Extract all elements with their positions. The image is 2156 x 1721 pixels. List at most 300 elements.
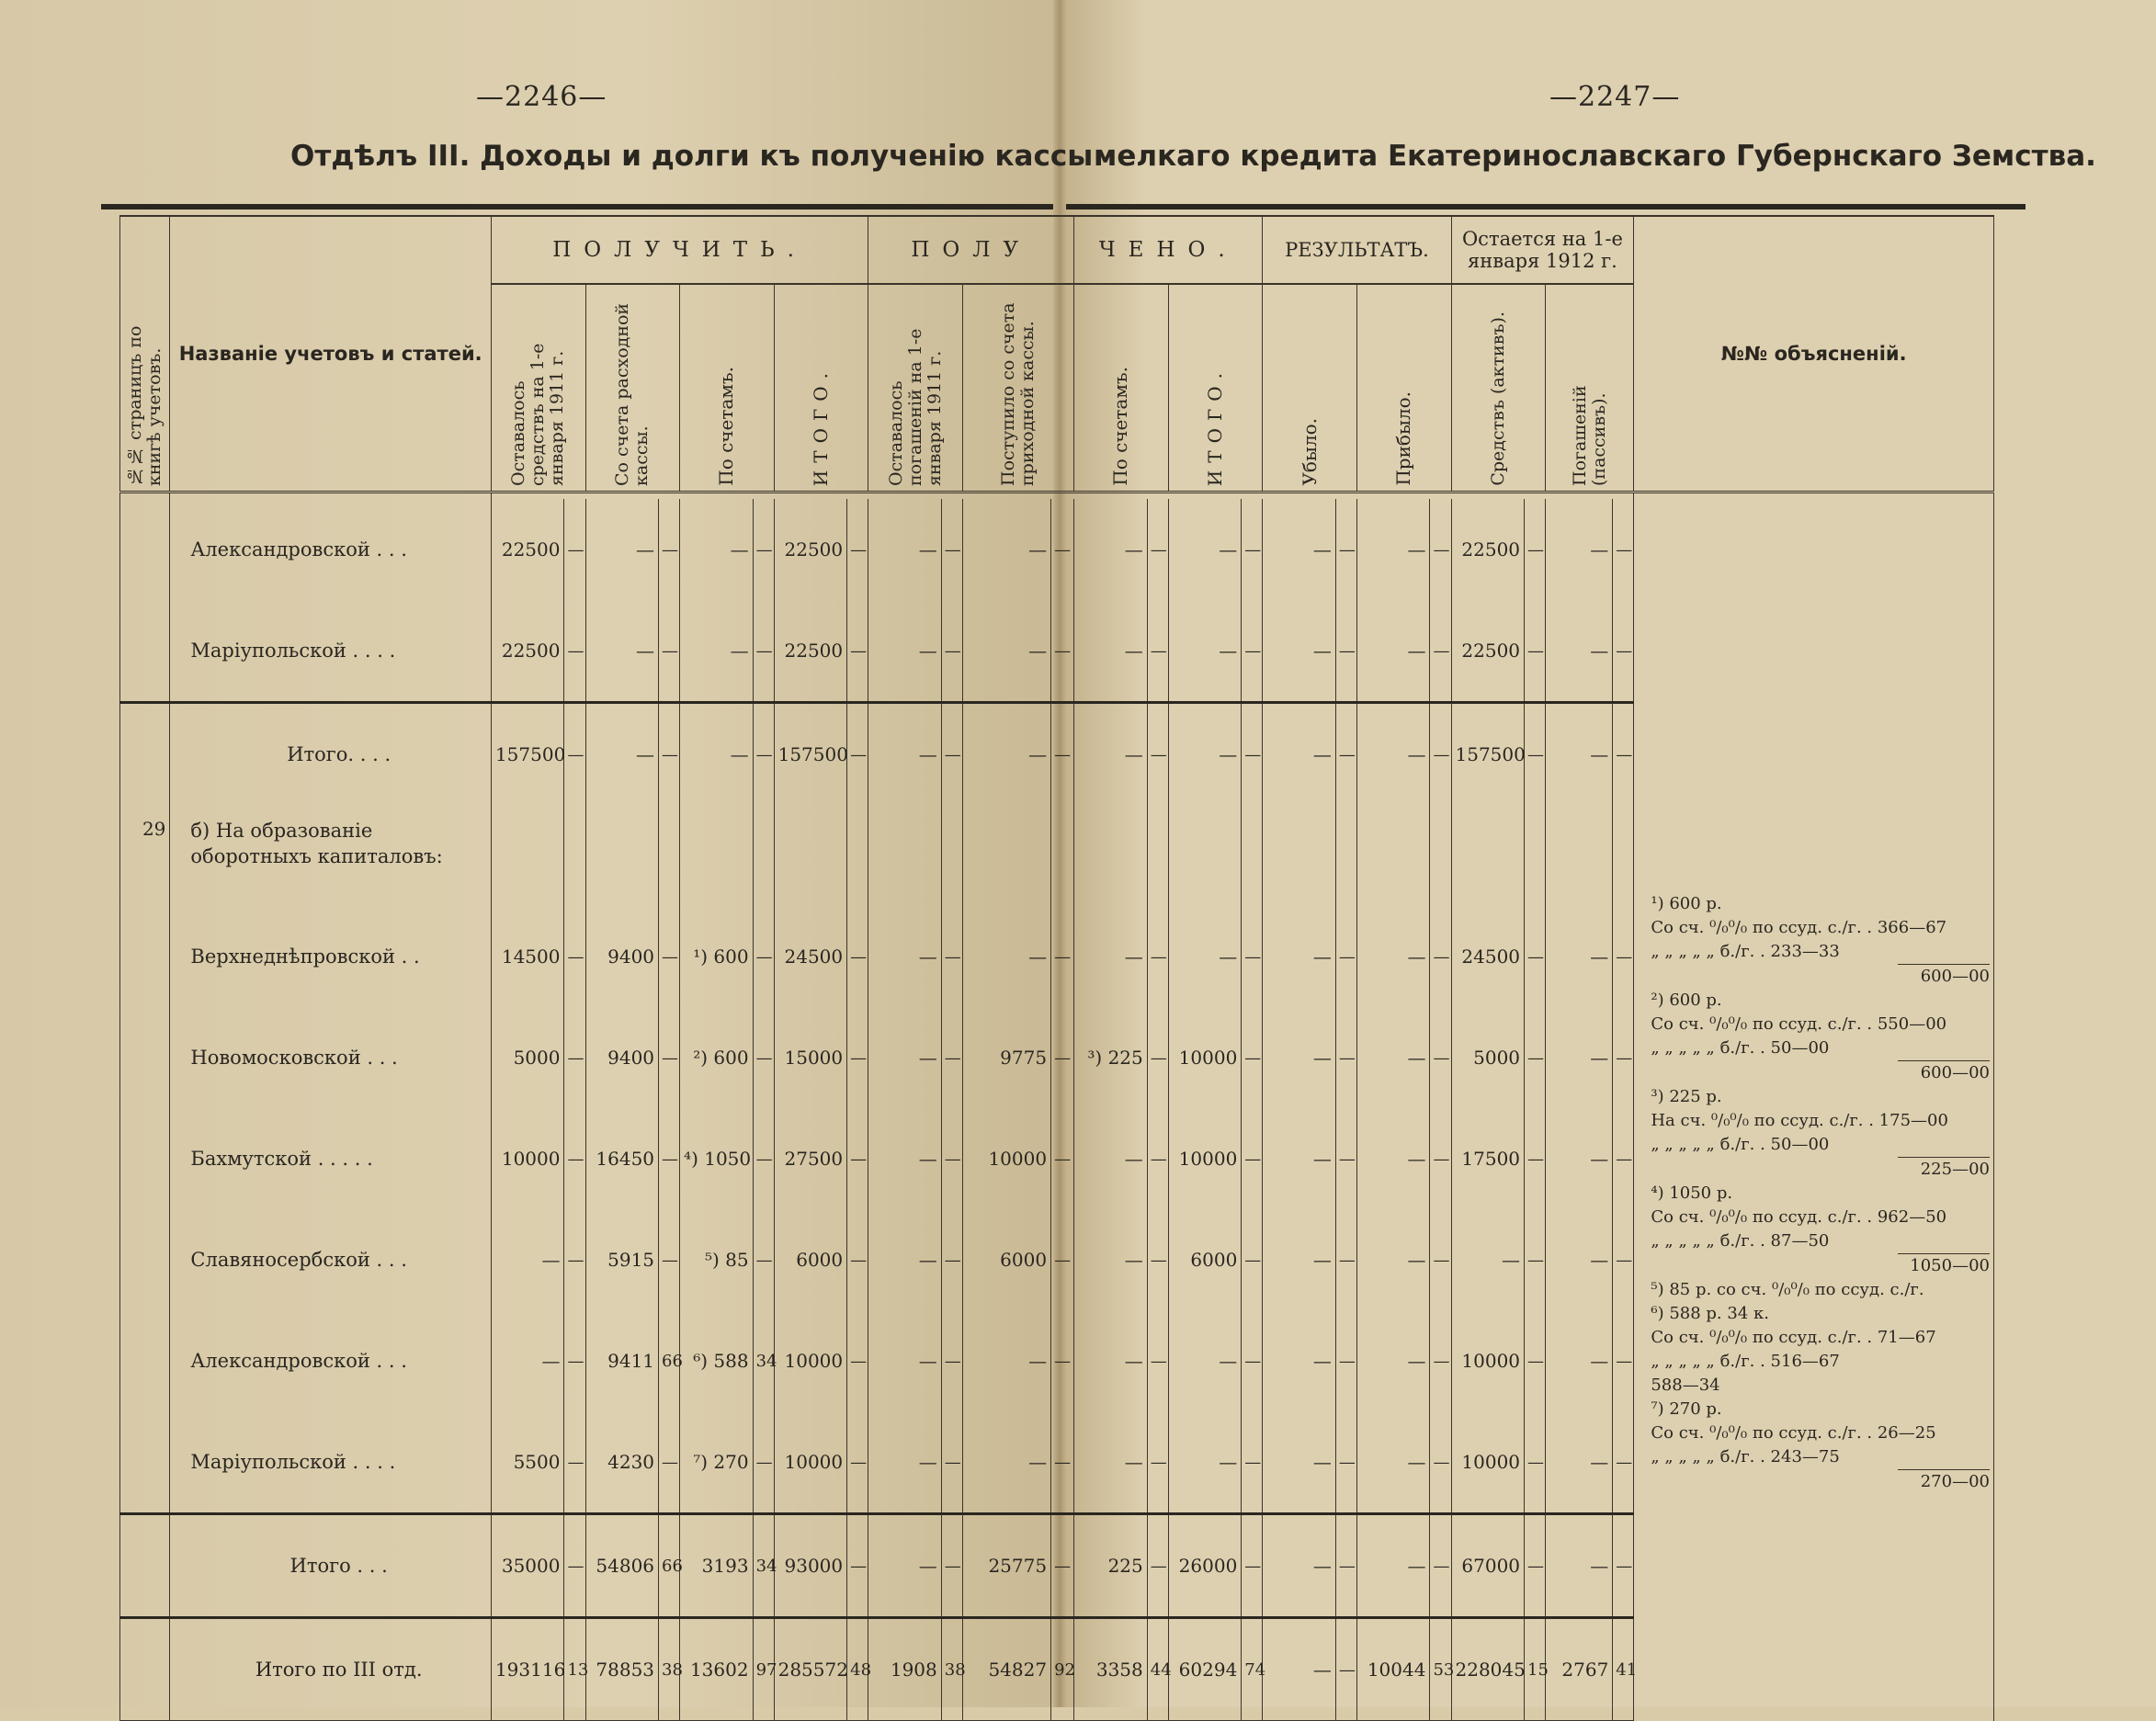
amount-rub-cell: 10000 xyxy=(774,1310,847,1411)
amount-rub-cell: ⁶) 588 xyxy=(680,1310,754,1411)
amount-rub-cell: 16450 xyxy=(585,1108,659,1209)
amount-rub-cell xyxy=(1168,805,1242,906)
col-c7-header: По счетамъ. xyxy=(1074,284,1169,493)
amount-rub-cell: 22500 xyxy=(774,600,847,703)
amount-rub-cell: — xyxy=(1263,1007,1336,1108)
amount-kop-cell: — xyxy=(1613,1411,1634,1514)
amount-rub-cell: 4230 xyxy=(585,1411,659,1514)
amount-rub-cell: 225 xyxy=(1074,1514,1148,1618)
row-name-cell: Бахмутской . . . . . xyxy=(170,1108,492,1209)
amount-kop-cell: — xyxy=(1051,703,1074,806)
amount-rub-cell: — xyxy=(1356,906,1430,1007)
explanation-line: „ „ „ „ „ б./г. . 243—75 xyxy=(1651,1447,1840,1466)
amount-kop-cell: — xyxy=(941,1108,962,1209)
group-received-header-b: ЧЕНО. xyxy=(1074,216,1263,284)
book-page-cell xyxy=(120,499,170,600)
amount-kop-cell: 97 xyxy=(753,1618,774,1721)
explanation-line: 588—34 xyxy=(1651,1376,1720,1395)
amount-rub-cell: 157500 xyxy=(1451,703,1525,806)
amount-kop-cell: — xyxy=(1430,1514,1451,1618)
amount-rub-cell: ¹) 600 xyxy=(680,906,754,1007)
col-name-header: Названіе учетовъ и статей. xyxy=(170,216,492,493)
amount-kop-cell: — xyxy=(564,1514,585,1618)
amount-kop-cell: — xyxy=(847,600,868,703)
amount-rub-cell: — xyxy=(1168,703,1242,806)
row-name-cell: Александровской . . . xyxy=(170,1310,492,1411)
amount-rub-cell: — xyxy=(1356,1310,1430,1411)
ledger-table xyxy=(119,215,1994,1721)
amount-rub-cell: — xyxy=(1263,1108,1336,1209)
amount-rub-cell: — xyxy=(1356,703,1430,806)
amount-rub-cell: — xyxy=(962,906,1050,1007)
amount-kop-cell: — xyxy=(1147,1310,1168,1411)
amount-kop-cell: — xyxy=(1335,703,1356,806)
amount-kop-cell: — xyxy=(1613,1007,1634,1108)
group-receive-header: ПОЛУЧИТЬ. xyxy=(491,216,868,284)
explanation-line: ⁷) 270 р. xyxy=(1651,1399,1722,1419)
amount-rub-cell xyxy=(774,805,847,906)
amount-rub-cell: ²) 600 xyxy=(680,1007,754,1108)
amount-kop-cell: — xyxy=(1613,1514,1634,1618)
row-name-cell: Итого. . . . xyxy=(170,703,492,806)
amount-rub-cell: — xyxy=(491,1310,564,1411)
amount-kop-cell: — xyxy=(1242,906,1263,1007)
amount-rub-cell xyxy=(1451,805,1525,906)
amount-rub-cell: — xyxy=(868,1411,942,1514)
amount-rub-cell: — xyxy=(1263,906,1336,1007)
amount-rub-cell xyxy=(585,805,659,906)
amount-rub-cell: ⁴) 1050 xyxy=(680,1108,754,1209)
amount-rub-cell: 78853 xyxy=(585,1618,659,1721)
amount-kop-cell: — xyxy=(659,906,680,1007)
row-name-cell: Верхнеднѣпровской . . xyxy=(170,906,492,1007)
col-notes-header: №№ объясненій. xyxy=(1634,216,1994,493)
amount-kop-cell: — xyxy=(1335,1007,1356,1108)
amount-rub-cell: — xyxy=(868,1310,942,1411)
amount-kop-cell: — xyxy=(564,1310,585,1411)
amount-kop-cell: — xyxy=(847,1310,868,1411)
row-name-cell: Александровской . . . xyxy=(170,499,492,600)
amount-kop-cell: — xyxy=(1525,1310,1546,1411)
amount-rub-cell: 10000 xyxy=(774,1411,847,1514)
amount-kop-cell: — xyxy=(1430,1310,1451,1411)
explanation-line: ⁶) 588 р. 34 к. xyxy=(1651,1304,1769,1323)
amount-rub-cell xyxy=(1074,805,1148,906)
amount-kop-cell: — xyxy=(847,906,868,1007)
row-name-cell: Маріупольской . . . . xyxy=(170,1411,492,1514)
amount-kop-cell: — xyxy=(941,600,962,703)
amount-kop-cell: — xyxy=(1525,499,1546,600)
amount-kop-cell: — xyxy=(847,1007,868,1108)
amount-kop-cell: — xyxy=(1051,1007,1074,1108)
amount-rub-cell: — xyxy=(1356,499,1430,600)
explanation-line: 225—00 xyxy=(1898,1157,1990,1182)
amount-kop-cell xyxy=(1147,805,1168,906)
amount-kop-cell: — xyxy=(1147,906,1168,1007)
explanation-line: ³) 225 р. xyxy=(1651,1087,1722,1106)
amount-kop-cell: — xyxy=(1613,600,1634,703)
amount-kop-cell: — xyxy=(1242,1007,1263,1108)
amount-rub-cell: 9400 xyxy=(585,1007,659,1108)
amount-kop-cell: — xyxy=(564,600,585,703)
amount-kop-cell: — xyxy=(1613,1209,1634,1310)
amount-rub-cell: — xyxy=(1168,600,1242,703)
amount-rub-cell: 228045 xyxy=(1451,1618,1525,1721)
amount-rub-cell: 10000 xyxy=(1451,1310,1525,1411)
amount-rub-cell: 54827 xyxy=(962,1618,1050,1721)
col-c6-header: Поступило со счета приходной кассы. xyxy=(962,284,1073,493)
amount-kop-cell: — xyxy=(1525,1108,1546,1209)
amount-rub-cell: — xyxy=(1546,906,1613,1007)
amount-rub-cell: — xyxy=(1074,1108,1148,1209)
explanation-line: „ „ „ „ „ б./г. . 516—67 xyxy=(1651,1352,1840,1371)
row-name-cell: Маріупольской . . . . xyxy=(170,600,492,703)
amount-kop-cell: — xyxy=(1242,1310,1263,1411)
amount-kop-cell: — xyxy=(1335,600,1356,703)
amount-kop-cell: — xyxy=(1525,1514,1546,1618)
amount-kop-cell: 48 xyxy=(847,1618,868,1721)
amount-kop-cell xyxy=(1242,805,1263,906)
amount-rub-cell xyxy=(962,805,1050,906)
explanation-line: 600—00 xyxy=(1898,964,1990,989)
amount-rub-cell: 5000 xyxy=(491,1007,564,1108)
amount-kop-cell: — xyxy=(564,906,585,1007)
amount-rub-cell: 10000 xyxy=(491,1108,564,1209)
amount-rub-cell: — xyxy=(868,499,942,600)
amount-kop-cell: — xyxy=(847,1209,868,1310)
amount-rub-cell: — xyxy=(585,499,659,600)
amount-rub-cell: — xyxy=(1263,1411,1336,1514)
explanation-line: ⁵) 85 р. со сч. ⁰/₀⁰/₀ по ссуд. с./г. xyxy=(1651,1280,1924,1299)
amount-kop-cell: — xyxy=(1242,600,1263,703)
explanation-line: „ „ „ „ „ б./г. . 233—33 xyxy=(1651,942,1840,961)
amount-rub-cell: 10044 xyxy=(1356,1618,1430,1721)
amount-kop-cell: — xyxy=(941,703,962,806)
amount-kop-cell: — xyxy=(1525,906,1546,1007)
row-name-cell: Новомосковской . . . xyxy=(170,1007,492,1108)
amount-rub-cell: 22500 xyxy=(1451,499,1525,600)
amount-rub-cell: — xyxy=(1451,1209,1525,1310)
amount-kop-cell: — xyxy=(1430,1007,1451,1108)
amount-kop-cell: 66 xyxy=(659,1514,680,1618)
explanation-line: 270—00 xyxy=(1898,1469,1990,1494)
amount-rub-cell: 10000 xyxy=(962,1108,1050,1209)
amount-rub-cell: — xyxy=(1168,1310,1242,1411)
amount-rub-cell: — xyxy=(1263,499,1336,600)
amount-kop-cell: — xyxy=(1613,1310,1634,1411)
amount-kop-cell: — xyxy=(941,1310,962,1411)
amount-rub-cell: 14500 xyxy=(491,906,564,1007)
amount-rub-cell: — xyxy=(491,1209,564,1310)
amount-kop-cell: — xyxy=(1613,1108,1634,1209)
amount-kop-cell: — xyxy=(1051,906,1074,1007)
amount-rub-cell: — xyxy=(962,600,1050,703)
header-rule-left xyxy=(101,204,1053,209)
row-name-cell: Итого по III отд. xyxy=(170,1618,492,1721)
amount-rub-cell: — xyxy=(680,499,754,600)
amount-rub-cell: — xyxy=(1074,1411,1148,1514)
amount-kop-cell: — xyxy=(1051,1411,1074,1514)
amount-rub-cell: 15000 xyxy=(774,1007,847,1108)
book-page-cell: 29 xyxy=(120,805,170,906)
amount-rub-cell xyxy=(680,805,754,906)
amount-rub-cell: — xyxy=(1168,906,1242,1007)
amount-rub-cell: — xyxy=(1263,1209,1336,1310)
amount-kop-cell: — xyxy=(1051,499,1074,600)
amount-kop-cell: — xyxy=(1525,1411,1546,1514)
amount-kop-cell: — xyxy=(1430,600,1451,703)
left-page-number: —2246— xyxy=(476,81,607,113)
amount-rub-cell: 10000 xyxy=(1168,1007,1242,1108)
amount-kop-cell: — xyxy=(659,499,680,600)
amount-rub-cell: — xyxy=(1356,1007,1430,1108)
amount-kop-cell: — xyxy=(1525,703,1546,806)
amount-rub-cell: 9400 xyxy=(585,906,659,1007)
amount-kop-cell: — xyxy=(753,1411,774,1514)
amount-kop-cell xyxy=(564,805,585,906)
right-page-number: —2247— xyxy=(1549,81,1681,113)
book-page-cell xyxy=(120,703,170,806)
amount-rub-cell: 3193 xyxy=(680,1514,754,1618)
amount-kop-cell: — xyxy=(1147,1514,1168,1618)
amount-rub-cell: — xyxy=(1356,600,1430,703)
col-c11-header: Средствъ (активъ). xyxy=(1451,284,1546,493)
amount-rub-cell: — xyxy=(1546,600,1613,703)
col-c10-header: Прибыло. xyxy=(1356,284,1451,493)
amount-kop-cell: — xyxy=(753,499,774,600)
amount-rub-cell: — xyxy=(1074,1209,1148,1310)
amount-rub-cell: — xyxy=(868,1007,942,1108)
amount-rub-cell: 17500 xyxy=(1451,1108,1525,1209)
amount-rub-cell: — xyxy=(1263,600,1336,703)
amount-kop-cell: — xyxy=(941,1411,962,1514)
amount-kop-cell: 38 xyxy=(659,1618,680,1721)
amount-kop-cell: — xyxy=(564,499,585,600)
amount-rub-cell: 24500 xyxy=(1451,906,1525,1007)
amount-kop-cell: — xyxy=(1335,1310,1356,1411)
amount-kop-cell xyxy=(1051,805,1074,906)
amount-kop-cell xyxy=(941,805,962,906)
amount-rub-cell: ⁷) 270 xyxy=(680,1411,754,1514)
amount-kop-cell: — xyxy=(1242,1514,1263,1618)
col-c9-header: Убыло. xyxy=(1263,284,1357,493)
amount-kop-cell: 15 xyxy=(1525,1618,1546,1721)
amount-rub-cell xyxy=(491,805,564,906)
amount-rub-cell xyxy=(868,805,942,906)
amount-rub-cell: — xyxy=(1074,1310,1148,1411)
amount-rub-cell: 5000 xyxy=(1451,1007,1525,1108)
amount-kop-cell: — xyxy=(1242,1108,1263,1209)
amount-kop-cell: — xyxy=(1147,703,1168,806)
amount-rub-cell: 35000 xyxy=(491,1514,564,1618)
amount-kop-cell: — xyxy=(1051,1209,1074,1310)
amount-rub-cell: 6000 xyxy=(774,1209,847,1310)
amount-kop-cell: — xyxy=(1335,906,1356,1007)
amount-kop-cell: — xyxy=(1525,1007,1546,1108)
amount-rub-cell: ³) 225 xyxy=(1074,1007,1148,1108)
amount-kop-cell: — xyxy=(659,1108,680,1209)
row-name-cell: Славяносербской . . . xyxy=(170,1209,492,1310)
table-row xyxy=(120,499,1994,600)
amount-kop-cell: — xyxy=(659,1411,680,1514)
amount-kop-cell: 13 xyxy=(564,1618,585,1721)
amount-kop-cell: — xyxy=(1242,499,1263,600)
amount-rub-cell: — xyxy=(680,600,754,703)
amount-kop-cell: — xyxy=(1335,1514,1356,1618)
amount-kop-cell: — xyxy=(1430,703,1451,806)
amount-kop-cell: — xyxy=(564,703,585,806)
group-remain-header: Остается на 1-е января 1912 г. xyxy=(1451,216,1634,284)
amount-rub-cell: — xyxy=(1074,906,1148,1007)
amount-rub-cell: 22500 xyxy=(491,499,564,600)
amount-rub-cell: 157500 xyxy=(774,703,847,806)
amount-rub-cell: — xyxy=(1356,1209,1430,1310)
amount-kop-cell: — xyxy=(847,1514,868,1618)
amount-rub-cell: — xyxy=(868,1514,942,1618)
amount-kop-cell: — xyxy=(1525,600,1546,703)
amount-kop-cell: — xyxy=(941,1209,962,1310)
amount-kop-cell: 34 xyxy=(753,1310,774,1411)
amount-kop-cell: — xyxy=(1242,1411,1263,1514)
book-page-cell xyxy=(120,1411,170,1514)
amount-kop-cell: — xyxy=(1051,1108,1074,1209)
col-c12-header: Погашеній (пассивъ). xyxy=(1546,284,1634,493)
amount-kop-cell: — xyxy=(659,1209,680,1310)
amount-kop-cell: 92 xyxy=(1051,1618,1074,1721)
amount-kop-cell: — xyxy=(564,1007,585,1108)
amount-kop-cell: — xyxy=(1613,906,1634,1007)
amount-rub-cell: — xyxy=(1074,600,1148,703)
amount-rub-cell: 13602 xyxy=(680,1618,754,1721)
amount-rub-cell: — xyxy=(1546,1108,1613,1209)
amount-rub-cell: 2767 xyxy=(1546,1618,1613,1721)
amount-rub-cell: 54806 xyxy=(585,1514,659,1618)
col-book-header: №№ страницъ по книгѣ учетовъ. xyxy=(120,216,170,493)
amount-kop-cell: — xyxy=(564,1108,585,1209)
amount-kop-cell: — xyxy=(847,1108,868,1209)
amount-rub-cell: 9775 xyxy=(962,1007,1050,1108)
amount-kop-cell: — xyxy=(1613,499,1634,600)
amount-kop-cell: — xyxy=(1051,1310,1074,1411)
amount-rub-cell: 5915 xyxy=(585,1209,659,1310)
amount-rub-cell xyxy=(1356,805,1430,906)
amount-kop-cell: 34 xyxy=(753,1514,774,1618)
amount-rub-cell: — xyxy=(868,1108,942,1209)
amount-rub-cell: 26000 xyxy=(1168,1514,1242,1618)
amount-kop-cell xyxy=(847,805,868,906)
explanation-line: ²) 600 р. xyxy=(1651,991,1722,1010)
amount-rub-cell: — xyxy=(962,1411,1050,1514)
amount-kop-cell: — xyxy=(941,1514,962,1618)
amount-kop-cell: — xyxy=(1335,1108,1356,1209)
amount-kop-cell xyxy=(1335,805,1356,906)
amount-kop-cell: — xyxy=(941,1007,962,1108)
amount-kop-cell: — xyxy=(1335,1411,1356,1514)
amount-rub-cell: — xyxy=(868,703,942,806)
amount-rub-cell: — xyxy=(1546,703,1613,806)
amount-rub-cell: — xyxy=(1546,1514,1613,1618)
ledger-body xyxy=(120,493,1994,1721)
amount-kop-cell: — xyxy=(753,1108,774,1209)
explanation-line: Со сч. ⁰/₀⁰/₀ по ссуд. с./г. . 26—25 xyxy=(1651,1423,1936,1443)
book-page-cell xyxy=(120,1618,170,1721)
amount-kop-cell: — xyxy=(753,1007,774,1108)
book-page-cell xyxy=(120,600,170,703)
amount-rub-cell: 22500 xyxy=(1451,600,1525,703)
amount-rub-cell: — xyxy=(868,1209,942,1310)
amount-rub-cell: 6000 xyxy=(1168,1209,1242,1310)
amount-kop-cell: — xyxy=(564,1209,585,1310)
amount-rub-cell: 285572 xyxy=(774,1618,847,1721)
amount-rub-cell: — xyxy=(680,703,754,806)
group-result-header: РЕЗУЛЬТАТЪ. xyxy=(1263,216,1451,284)
amount-rub-cell xyxy=(1546,805,1613,906)
amount-rub-cell: 6000 xyxy=(962,1209,1050,1310)
amount-rub-cell: ⁵) 85 xyxy=(680,1209,754,1310)
explanation-line: Со сч. ⁰/₀⁰/₀ по ссуд. с./г. . 71—67 xyxy=(1651,1328,1936,1347)
amount-rub-cell: 10000 xyxy=(1451,1411,1525,1514)
col-c3-header: По счетамъ. xyxy=(680,284,775,493)
amount-kop-cell: — xyxy=(1430,1209,1451,1310)
amount-rub-cell: 22500 xyxy=(491,600,564,703)
explanation-line: ⁴) 1050 р. xyxy=(1651,1183,1733,1203)
amount-kop-cell: — xyxy=(1335,499,1356,600)
row-name-cell: б) На образованіе оборотныхъ капиталовъ: xyxy=(170,805,492,906)
amount-kop-cell: — xyxy=(1147,1209,1168,1310)
amount-rub-cell: — xyxy=(1263,1310,1336,1411)
amount-kop-cell: — xyxy=(1051,600,1074,703)
amount-kop-cell: — xyxy=(1613,703,1634,806)
group-received-header-a: ПОЛУ xyxy=(868,216,1074,284)
amount-rub-cell: — xyxy=(1356,1514,1430,1618)
amount-rub-cell: — xyxy=(1168,499,1242,600)
amount-kop-cell: — xyxy=(1051,1514,1074,1618)
amount-rub-cell: 5500 xyxy=(491,1411,564,1514)
amount-kop-cell: — xyxy=(1430,499,1451,600)
amount-kop-cell: 38 xyxy=(941,1618,962,1721)
left-page-title: Отдѣлъ III. Доходы и долги къ полученію кассы xyxy=(290,140,1094,173)
amount-kop-cell: — xyxy=(564,1411,585,1514)
amount-rub-cell: — xyxy=(868,600,942,703)
amount-kop-cell: — xyxy=(1147,1108,1168,1209)
amount-kop-cell xyxy=(753,805,774,906)
amount-rub-cell: 93000 xyxy=(774,1514,847,1618)
amount-rub-cell: 27500 xyxy=(774,1108,847,1209)
amount-rub-cell: — xyxy=(585,600,659,703)
amount-rub-cell: — xyxy=(962,703,1050,806)
col-c8-header: ИТОГО. xyxy=(1168,284,1263,493)
amount-rub-cell: 1908 xyxy=(868,1618,942,1721)
amount-kop-cell: — xyxy=(941,499,962,600)
amount-kop-cell xyxy=(659,805,680,906)
amount-kop-cell xyxy=(1430,805,1451,906)
amount-kop-cell: 53 xyxy=(1430,1618,1451,1721)
amount-rub-cell: 9411 xyxy=(585,1310,659,1411)
amount-kop-cell: — xyxy=(1242,1209,1263,1310)
explanation-line: ¹) 600 р. xyxy=(1651,894,1722,913)
amount-kop-cell: — xyxy=(659,600,680,703)
header-gap-row xyxy=(120,493,1994,500)
amount-rub-cell: — xyxy=(1356,1411,1430,1514)
explanation-line: 600—00 xyxy=(1898,1060,1990,1085)
col-c1-header: Оставалось средствъ на 1-е января 1911 г. xyxy=(491,284,585,493)
amount-kop-cell: — xyxy=(1430,906,1451,1007)
explanation-line: Со сч. ⁰/₀⁰/₀ по ссуд. с./г. . 550—00 xyxy=(1651,1014,1947,1034)
amount-kop-cell: 44 xyxy=(1147,1618,1168,1721)
explanation-line: На сч. ⁰/₀⁰/₀ по ссуд. с./г. . 175—00 xyxy=(1651,1111,1948,1130)
amount-kop-cell: — xyxy=(753,703,774,806)
amount-kop-cell: — xyxy=(941,906,962,1007)
